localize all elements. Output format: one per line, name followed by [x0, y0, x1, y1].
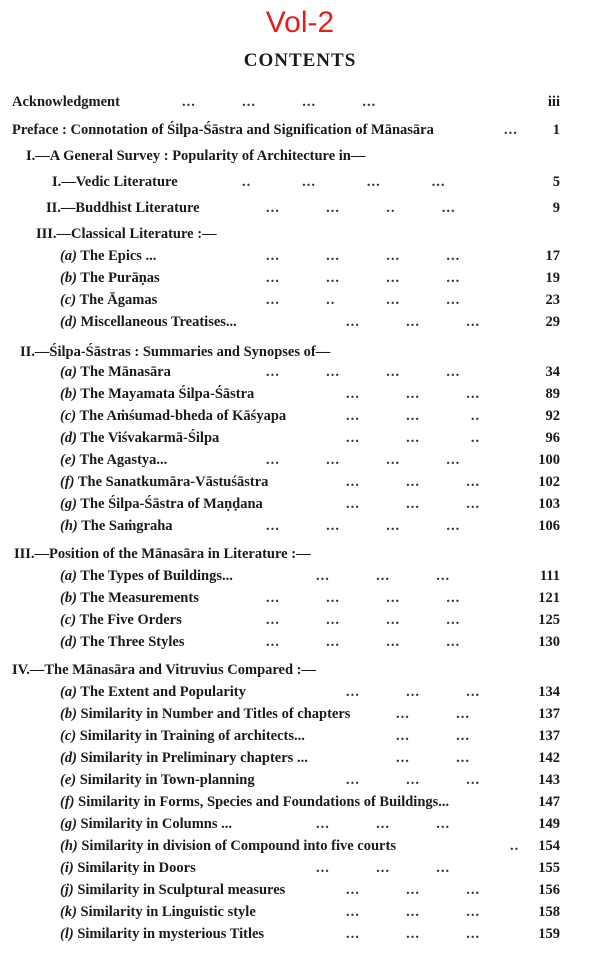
entry-text: Similarity in Doors: [77, 860, 196, 876]
leader-dots: ... .. ... ...: [266, 292, 461, 308]
toc-entry-preface: [12, 120, 560, 140]
entry-page: 9: [552, 200, 560, 216]
toc-entry-samgraha: [60, 516, 560, 536]
entry-page: 103: [538, 496, 560, 512]
entry-marker: (l): [60, 926, 74, 942]
leader-dots: ... ...: [396, 706, 470, 722]
entry-text: Similarity in Linguistic style: [80, 904, 256, 920]
entry-label: [60, 268, 160, 288]
entry-label: [60, 880, 285, 900]
entry-marker: (j): [60, 882, 74, 898]
entry-text: The Five Orders: [79, 612, 182, 628]
entry-marker: (a): [60, 684, 77, 700]
entry-marker: (a): [60, 568, 77, 584]
entry-text: Similarity in mysterious Titles: [77, 926, 265, 942]
toc-entry-epics: [60, 246, 560, 266]
entry-label: [60, 792, 449, 812]
entry-marker: (h): [60, 518, 78, 534]
entry-page: 156: [538, 882, 560, 898]
entry-page: 158: [538, 904, 560, 920]
entry-page: 130: [538, 634, 560, 650]
entry-label: [60, 290, 157, 310]
entry-page: 111: [539, 568, 560, 584]
entry-text: The Mānasāra: [80, 364, 171, 380]
entry-marker: (b): [60, 270, 77, 286]
entry-label: [60, 516, 173, 536]
toc-entry-chapters: [60, 704, 560, 724]
entry-label: IV.—The Mānasāra and Vitruvius Compared :—: [12, 662, 317, 678]
entry-text: The Measurements: [80, 590, 199, 606]
entry-marker: (c): [60, 408, 77, 424]
leader-dots: ... ... ... ...: [266, 518, 461, 534]
entry-label: III.—Classical Literature :—: [36, 226, 217, 242]
leader-dots: ... ...: [396, 728, 470, 744]
entry-page: 19: [545, 270, 560, 286]
entry-text: The Āgamas: [79, 292, 158, 308]
toc-section-vitruvius: [12, 660, 560, 680]
entry-page: 100: [538, 452, 560, 468]
leader-dots: ... ... ...: [316, 816, 451, 832]
entry-label: [60, 836, 396, 856]
entry-marker: (e): [60, 772, 77, 788]
entry-text: The Purāṇas: [80, 270, 160, 286]
entry-text: The Epics ...: [80, 248, 157, 264]
entry-text: The Mayamata Śilpa-Śāstra: [80, 386, 255, 402]
entry-label: [60, 588, 199, 608]
entry-marker: (b): [60, 590, 77, 606]
entry-marker: (d): [60, 750, 77, 766]
entry-label: [60, 362, 171, 382]
entry-label: [60, 632, 185, 652]
toc-entry-misc: [60, 312, 560, 332]
entry-marker: (c): [60, 292, 77, 308]
toc-section-classical: [36, 224, 560, 244]
entry-marker: (f): [60, 474, 75, 490]
entry-page: 142: [538, 750, 560, 766]
entry-text: The Extent and Popularity: [80, 684, 246, 700]
leader-dots: ... ... ...: [346, 882, 481, 898]
entry-page: 147: [538, 794, 560, 810]
leader-dots: ... ... ... ...: [266, 452, 461, 468]
entry-text: The Types of Buildings...: [80, 568, 233, 584]
entry-text: The Śilpa-Śāstra of Maṇḍana: [80, 496, 263, 512]
entry-marker: (b): [60, 386, 77, 402]
entry-text: Similarity in Town-planning: [79, 772, 255, 788]
leader-dots: ..: [510, 838, 520, 854]
toc-entry-buddhist: [46, 198, 560, 218]
entry-label: Acknowledgment: [12, 94, 120, 110]
entry-page: 92: [545, 408, 560, 424]
entry-text: The Agastya...: [79, 452, 168, 468]
entry-label: [60, 450, 167, 470]
leader-dots: .. ... ... ...: [242, 174, 446, 190]
entry-text: Similarity in Preliminary chapters ...: [80, 750, 308, 766]
leader-dots: ... ... .. ...: [266, 200, 456, 216]
toc-entry-forms: [60, 792, 560, 812]
toc-entry-mandana: [60, 494, 560, 514]
entry-label: [60, 610, 182, 630]
entry-label: [60, 770, 255, 790]
toc-entry-linguistic: [60, 902, 560, 922]
entry-page: 96: [545, 430, 560, 446]
toc-entry-manasara: [60, 362, 560, 382]
leader-dots: ... ...: [396, 750, 470, 766]
entry-label: [60, 384, 254, 404]
entry-text: The Viśvakarmā-Śilpa: [80, 430, 220, 446]
entry-marker: (g): [60, 816, 77, 832]
entry-label: [60, 902, 256, 922]
leader-dots: ... ... ...: [346, 772, 481, 788]
entry-label: [60, 312, 237, 332]
leader-dots: ... ... ..: [346, 408, 481, 424]
entry-page: 159: [538, 926, 560, 942]
entry-page: 29: [545, 314, 560, 330]
toc-entry-extent: [60, 682, 560, 702]
toc-entry-acknowledgment: [12, 92, 560, 112]
entry-marker: (f): [60, 794, 75, 810]
entry-label: [60, 858, 196, 878]
entry-page: 121: [538, 590, 560, 606]
entry-page: 34: [545, 364, 560, 380]
entry-text: Similarity in Training of architects...: [79, 728, 305, 744]
toc-entry-amsumad: [60, 406, 560, 426]
leader-dots: ... ... ...: [346, 314, 481, 330]
toc-section-silpa-sastras: [20, 342, 560, 362]
entry-page: 89: [545, 386, 560, 402]
entry-label: [60, 566, 233, 586]
leader-dots: ... ... ...: [346, 904, 481, 920]
entry-page: 125: [538, 612, 560, 628]
toc-entry-measurements: [60, 588, 560, 608]
entry-marker: (i): [60, 860, 74, 876]
entry-label: [60, 704, 350, 724]
leader-dots: ... ... ... ...: [266, 612, 461, 628]
leader-dots: ... ... ... ...: [266, 634, 461, 650]
entry-text: Similarity in Columns ...: [80, 816, 233, 832]
entry-text: Miscellaneous Treatises...: [80, 314, 237, 330]
entry-page: 155: [538, 860, 560, 876]
entry-page: 17: [545, 248, 560, 264]
toc-entry-titles: [60, 924, 560, 944]
toc-entry-compound: [60, 836, 560, 856]
entry-label: I.—A General Survey : Popularity of Architecture in—: [26, 148, 366, 164]
entry-marker: (d): [60, 634, 77, 650]
entry-page: 102: [538, 474, 560, 490]
entry-page: 143: [538, 772, 560, 788]
entry-page: 154: [538, 838, 560, 854]
entry-label: [60, 472, 268, 492]
entry-page: 1: [552, 122, 560, 138]
toc-entry-doors: [60, 858, 560, 878]
entry-page: 23: [545, 292, 560, 308]
leader-dots: ... ... ... ...: [266, 364, 461, 380]
leader-dots: ...: [504, 122, 518, 138]
leader-dots: ... ... ...: [346, 926, 481, 942]
toc-entry-sanatkumara: [60, 472, 560, 492]
toc-entry-town-planning: [60, 770, 560, 790]
toc-entry-columns: [60, 814, 560, 834]
toc-entry-vedic: [52, 172, 560, 192]
toc-section-position: [14, 544, 560, 564]
leader-dots: ... ... ..: [346, 430, 481, 446]
entry-marker: (c): [60, 612, 77, 628]
toc-entry-visvakarma: [60, 428, 560, 448]
leader-dots: ... ... ...: [346, 386, 481, 402]
entry-page: 137: [538, 728, 560, 744]
toc-entry-preliminary: [60, 748, 560, 768]
entry-marker: (d): [60, 430, 77, 446]
leader-dots: ... ... ...: [316, 568, 451, 584]
leader-dots: ... ... ... ...: [266, 270, 461, 286]
toc-entry-sculptural: [60, 880, 560, 900]
entry-page: iii: [547, 94, 560, 110]
entry-marker: (d): [60, 314, 77, 330]
entry-page: 137: [538, 706, 560, 722]
entry-text: Similarity in Forms, Species and Foundations of Buildings...: [78, 794, 450, 810]
entry-text: Similarity in division of Compound into five courts: [81, 838, 396, 854]
entry-label: [60, 924, 264, 944]
entry-text: Similarity in Sculptural measures: [77, 882, 286, 898]
leader-dots: ... ... ...: [346, 684, 481, 700]
leader-dots: ... ... ... ...: [266, 248, 461, 264]
entry-marker: (a): [60, 248, 77, 264]
entry-marker: (g): [60, 496, 77, 512]
entry-text: The Saṁgraha: [81, 518, 173, 534]
entry-marker: (e): [60, 452, 77, 468]
entry-label: III.—Position of the Mānasāra in Literature :—: [14, 546, 311, 562]
toc-entry-puranas: [60, 268, 560, 288]
toc-entry-agastya: [60, 450, 560, 470]
entry-marker: (a): [60, 364, 77, 380]
page-title: CONTENTS: [243, 50, 357, 71]
leader-dots: ... ... ...: [346, 496, 481, 512]
entry-page: 149: [538, 816, 560, 832]
entry-label: II.—Śilpa-Śāstras : Summaries and Synopses of—: [20, 344, 331, 360]
toc-entry-training: [60, 726, 560, 746]
entry-text: The Sanatkumāra-Vāstuśāstra: [77, 474, 269, 490]
entry-label: [60, 428, 219, 448]
toc-entry-types: [60, 566, 560, 586]
leader-dots: ... ... ...: [316, 860, 451, 876]
entry-label: [60, 814, 232, 834]
leader-dots: ... ... ...: [346, 474, 481, 490]
entry-page: 134: [538, 684, 560, 700]
leader-dots: ... ... ... ...: [266, 590, 461, 606]
entry-marker: (h): [60, 838, 78, 854]
entry-marker: (b): [60, 706, 77, 722]
entry-label: [60, 748, 308, 768]
leader-dots: ... ... ... ...: [182, 94, 377, 110]
toc-entry-agamas: [60, 290, 560, 310]
entry-label: [60, 246, 156, 266]
entry-marker: (c): [60, 728, 77, 744]
entry-label: [60, 682, 246, 702]
entry-page: 5: [552, 174, 560, 190]
toc-section-general-survey: [26, 146, 560, 166]
entry-text: The Aṁśumad-bheda of Kāśyapa: [79, 408, 287, 424]
volume-label: Vol-2: [265, 6, 335, 39]
entry-label: [60, 406, 286, 426]
entry-label: I.—Vedic Literature: [52, 174, 178, 190]
entry-page: 106: [538, 518, 560, 534]
entry-label: [60, 494, 263, 514]
toc-entry-five-orders: [60, 610, 560, 630]
entry-label: II.—Buddhist Literature: [46, 200, 200, 216]
entry-text: Similarity in Number and Titles of chapters: [80, 706, 351, 722]
toc-entry-mayamata: [60, 384, 560, 404]
toc-entry-three-styles: [60, 632, 560, 652]
entry-label: Preface : Connotation of Śilpa-Śāstra and Signification of Mānasāra: [12, 122, 434, 138]
entry-text: The Three Styles: [80, 634, 185, 650]
entry-label: [60, 726, 305, 746]
entry-marker: (k): [60, 904, 77, 920]
